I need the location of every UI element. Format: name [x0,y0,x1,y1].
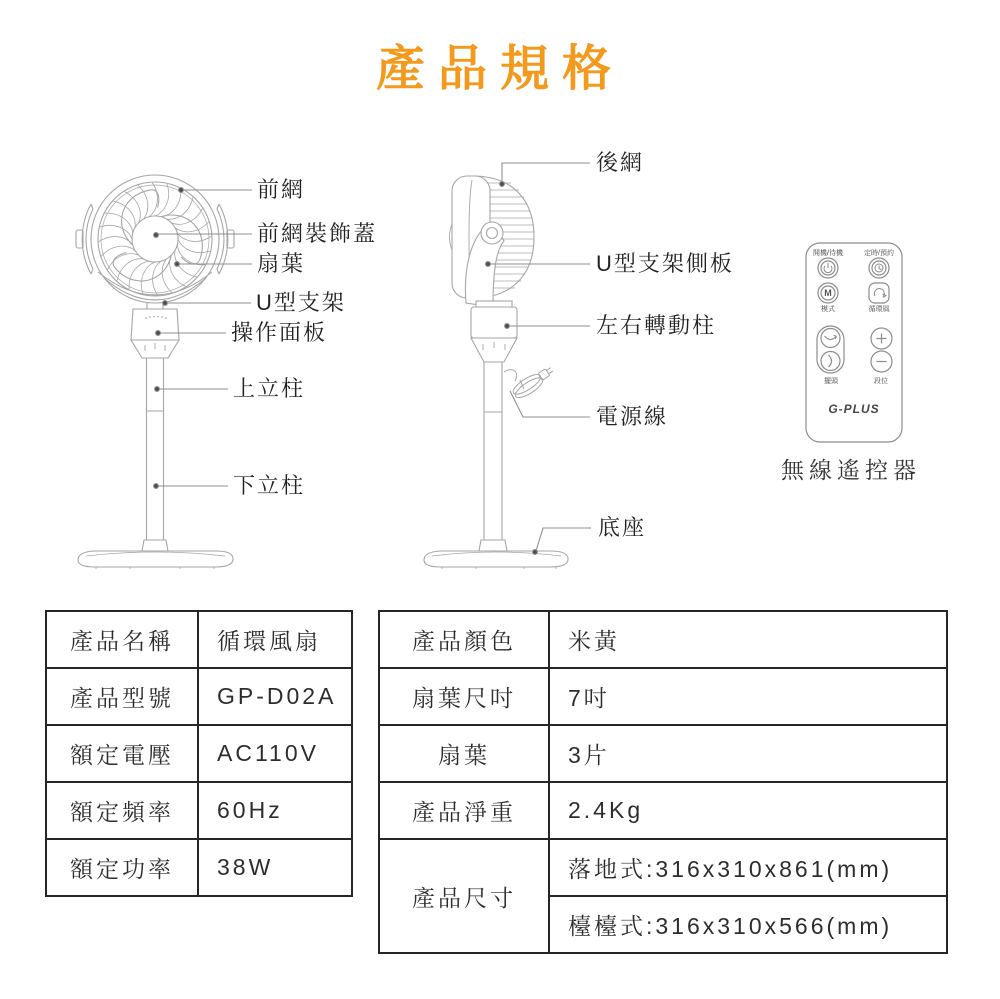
spec-value: AC110V [198,725,352,782]
spec-value: GP-D02A [198,668,352,725]
fan-side-drawing [424,176,568,569]
page-title: 產品規格 [375,42,624,96]
label-rear-grill: 後網 [596,150,645,175]
spec-value: 2.4Kg [549,782,947,839]
table-row [379,611,947,668]
label-front-grill: 前網 [257,177,306,202]
label-base: 底座 [598,515,647,540]
label-power-cord: 電源線 [596,404,669,429]
spec-label: 額定功率 [46,839,198,896]
spec-label: 扇葉尺吋 [379,668,549,725]
remote-timer-label: 定時/預約 [864,250,894,257]
label-u-bracket: U型支架 [256,290,346,315]
label-lower-pole: 下立柱 [233,473,306,498]
remote-power-label: 開機/待機 [813,250,843,257]
spec-label: 產品型號 [46,668,198,725]
spec-value: 檯檯式:316x310x566(mm) [549,896,947,953]
label-control-panel: 操作面板 [231,320,328,345]
label-upper-pole: 上立柱 [233,376,306,401]
spec-label: 額定電壓 [46,725,198,782]
table-row [379,668,947,725]
label-fan-blade: 扇葉 [257,251,306,276]
spec-label: 產品淨重 [379,782,549,839]
remote-swing-label: 擺頭 [824,378,838,385]
remote-mode-label: 模式 [821,306,835,313]
spec-value: 落地式:316x310x861(mm) [549,839,947,896]
spec-label: 產品名稱 [46,611,198,668]
spec-label: 產品顏色 [379,611,549,668]
remote-caption: 無線遙控器 [781,457,921,483]
spec-value: 循環風扇 [198,611,352,668]
table-row [46,668,352,725]
spec-table-right [378,610,948,954]
label-u-bracket-side-panel: U型支架側板 [596,251,734,276]
table-row [46,782,352,839]
table-row [379,725,947,782]
label-front-grill-cover: 前網裝飾蓋 [257,221,378,246]
spec-label: 產品尺寸 [379,839,549,953]
spec-label: 扇葉 [379,725,549,782]
table-row [46,839,352,896]
spec-value: 38W [198,839,352,896]
mode-icon-letter: M [824,288,832,298]
table-row [379,782,947,839]
label-swivel-column: 左右轉動柱 [596,313,717,338]
spec-label: 額定頻率 [46,782,198,839]
spec-value: 7吋 [549,668,947,725]
table-row [46,725,352,782]
timer-button-icon [869,258,889,278]
table-row [379,839,947,896]
spec-value: 60Hz [198,782,352,839]
remote-brand: G-PLUS [828,402,880,416]
power-button-icon [818,258,838,278]
table-row [46,611,352,668]
spec-value: 米黃 [549,611,947,668]
remote-cycle-label: 循環風 [868,306,890,313]
spec-table-left [45,610,353,897]
remote-speed-label: 段位 [874,378,888,385]
spec-value: 3片 [549,725,947,782]
